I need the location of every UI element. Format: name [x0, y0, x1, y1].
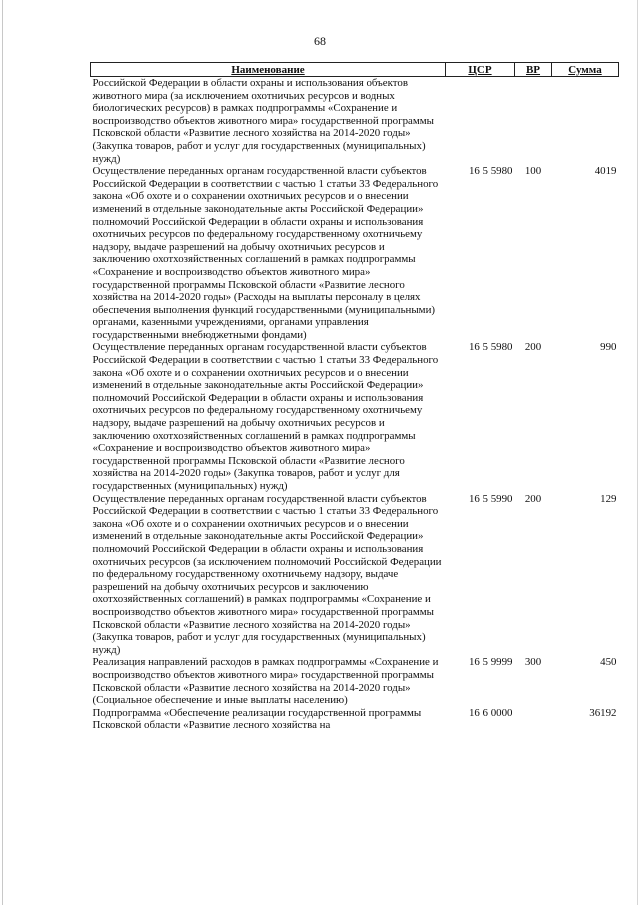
- row-sum: 129: [600, 492, 617, 505]
- scan-edge-right: [637, 0, 638, 905]
- row-vr: 200: [524, 492, 542, 505]
- row-vr: [515, 707, 552, 732]
- row-name: Осуществление переданных органам государственной власти субъектов Российской Федерации в соответствии с частью 1 статьи 33 Федерального закона «Об охоте и о сохранении охотничьих ресурсов и о внесении изменений в отдельные законодательные акты Российской Федерации» полномочий Российской Федерации в области охраны и использования охотничьих ресурсов по федеральному государственному охотничьему надзору, выдаче разрешений на добычу охотничьих ресурсов и заключению охотхозяйственных соглашений в рамках подпрограммы «Сохранение и воспроизводство объектов животного мира» государственной программы Псковской области «Развитие лесного хозяйства на 2014-2020 годы» (Расходы на выплаты персоналу в целях обеспечения выполнения функций государственными (муниципальными) органами, казенными учреждениями, органами управления государственными внебюджетными фондами): [92, 165, 439, 341]
- row-csr: 16 5 5980: [468, 165, 513, 178]
- row-sum: 36192: [589, 706, 617, 719]
- table-row: [91, 493, 619, 657]
- row-vr: 300: [524, 656, 542, 669]
- header-sum: Сумма: [552, 63, 619, 77]
- row-vr: [515, 77, 552, 166]
- table-row: [91, 707, 619, 732]
- row-sum: [552, 77, 619, 166]
- row-csr: 16 6 0000: [468, 706, 513, 719]
- row-vr: 200: [524, 341, 542, 354]
- table-row: [91, 77, 619, 166]
- row-csr: 16 5 5980: [468, 341, 513, 354]
- row-csr: 16 5 5990: [468, 492, 513, 505]
- row-name: Реализация направлений расходов в рамках подпрограммы «Сохранение и воспроизводство объектов животного мира» государственной программы Псковской области «Развитие лесного хозяйства на 2014-2020 годы» (Социальное обеспечение и иные выплаты населению): [92, 656, 439, 707]
- row-csr: 16 5 9999: [468, 656, 513, 669]
- scan-edge-left: [2, 0, 3, 905]
- row-name: Подпрограмма «Обеспечение реализации государственной программы Псковской области «Развитие лесного хозяйства на: [92, 706, 422, 732]
- table-row: [91, 165, 619, 341]
- row-vr: 100: [524, 165, 542, 178]
- page-number: 68: [314, 34, 326, 48]
- table-header-row: [91, 63, 619, 77]
- row-csr: [446, 77, 515, 166]
- header-name: Наименование: [91, 63, 446, 77]
- row-name: Осуществление переданных органам государственной власти субъектов Российской Федерации в соответствии с частью 1 статьи 33 Федерального закона «Об охоте и о сохранении охотничьих ресурсов и о внесении изменений в отдельные законодательные акты Российской Федерации» полномочий Российской Федерации в области охраны и использования охотничьих ресурсов (за исключением полномочий Российской Федерации по федеральному государственному охотничьему надзору, выдаче разрешений на добычу охотничьих ресурсов и заключению охотхозяйственных соглашений) в рамках подпрограммы «Сохранение и воспроизводство объектов животного мира» государственной программы Псковской области «Развитие лесного хозяйства на 2014-2020 годы» (Закупка товаров, работ и услуг для государственных (муниципальных) нужд): [92, 492, 442, 656]
- row-sum: 4019: [594, 165, 617, 178]
- row-sum: 450: [600, 656, 617, 669]
- header-vr: ВР: [515, 63, 552, 77]
- table-row: [91, 656, 619, 706]
- row-name: Российской Федерации в области охраны и использования объектов животного мира (за исключением охотничьих ресурсов и водных биологических ресурсов) в рамках подпрограммы «Сохранение и воспроизводство объектов животного мира» государственной программы Псковской области «Развитие лесного хозяйства на 2014-2020 годы» (Закупка товаров, работ и услуг для государственных (муниципальных) нужд): [92, 77, 434, 165]
- budget-table: [90, 62, 619, 732]
- row-name: Осуществление переданных органам государственной власти субъектов Российской Федерации в соответствии с частью 1 статьи 33 Федерального закона «Об охоте и о сохранении охотничьих ресурсов и о внесении изменений в отдельные законодательные акты Российской Федерации» полномочий Российской Федерации в области охраны и использования охотничьих ресурсов по федеральному государственному охотничьему надзору, выдаче разрешений на добычу охотничьих ресурсов и заключению охотхозяйственных соглашений в рамках подпрограммы «Сохранение и воспроизводство объектов животного мира» государственной программы Псковской области «Развитие лесного хозяйства на 2014-2020 годы» (Закупка товаров, работ и услуг для государственных (муниципальных) нужд): [92, 341, 439, 492]
- table-row: [91, 341, 619, 492]
- header-csr: ЦСР: [446, 63, 515, 77]
- row-sum: 990: [600, 341, 617, 354]
